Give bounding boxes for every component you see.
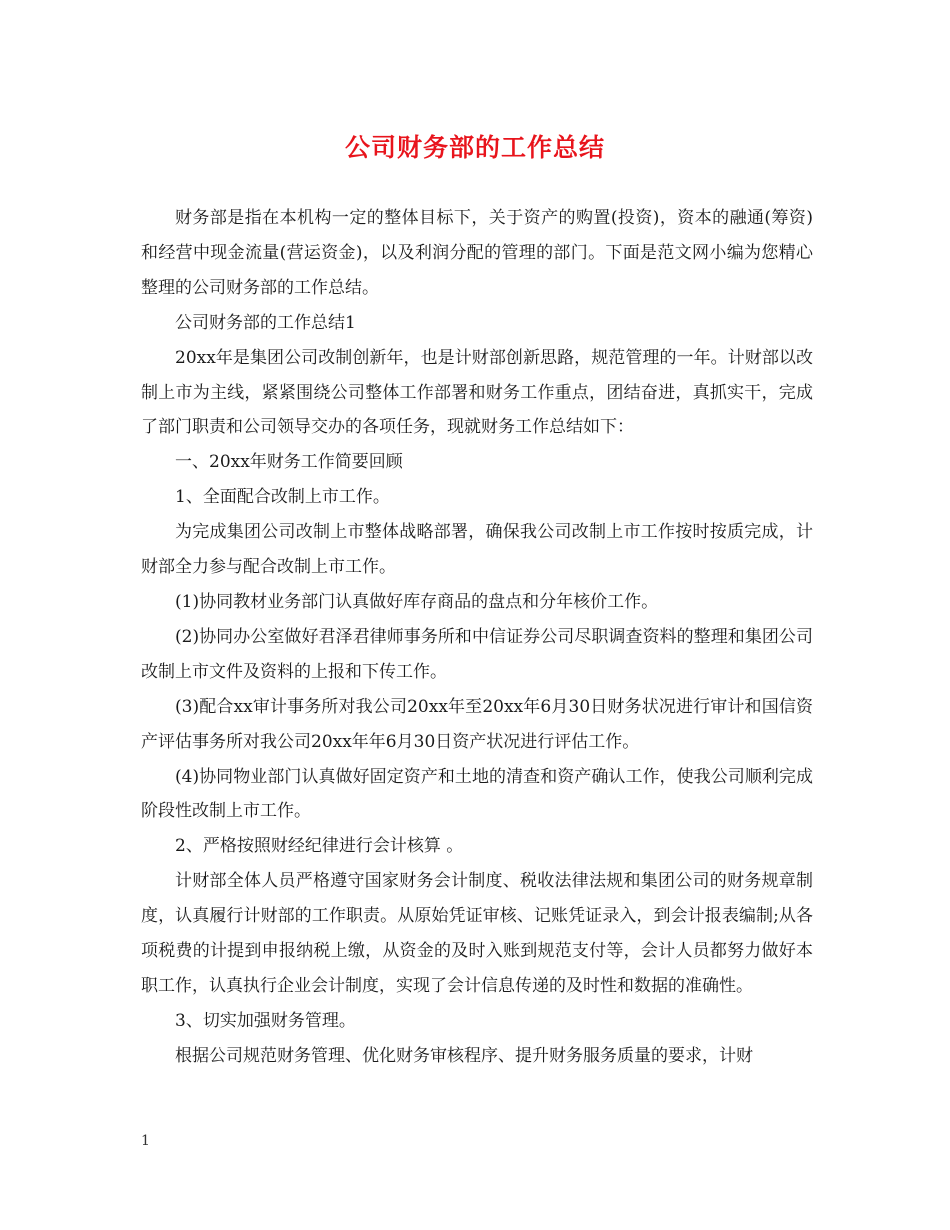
paragraph-item-1-body: 为完成集团公司改制上市整体战略部署，确保我公司改制上市工作按时按质完成，计财部全力参与配合改制上市工作。 (141, 522, 813, 578)
paragraph-subitem-1: (1)协同教材业务部门认真做好库存商品的盘点和分年核价工作。 (175, 591, 659, 612)
paragraph-overview: 20xx年是集团公司改制创新年，也是计财部创新思路，规范管理的一年。计财部以改制上市为主线，紧紧围绕公司整体工作部署和财务工作重点，团结奋进，真抓实干，完成了部门职责和公司领导交办的各项任务，现就财务工作总结如下： (141, 347, 813, 438)
paragraph-section-heading: 公司财务部的工作总结1 (175, 312, 356, 333)
paragraph-item-1-heading: 1、全面配合改制上市工作。 (175, 487, 390, 508)
paragraph-item-3-body: 根据公司规范财务管理、优化财务审核程序、提升财务服务质量的要求，计财 (175, 1045, 753, 1066)
paragraph-subitem-2: (2)协同办公室做好君泽君律师事务所和中信证券公司尽职调查资料的整理和集团公司改制上市文件及资料的上报和下传工作。 (141, 626, 813, 682)
paragraph-intro: 财务部是指在本机构一定的整体目标下，关于资产的购置(投资)，资本的融通(筹资)和经营中现金流量(营运资金)，以及利润分配的管理的部门。下面是范文网小编为您精心整理的公司财务部的工作总结。 (141, 208, 813, 298)
paragraph-item-2-heading: 2、严格按照财经纪律进行会计核算 。 (175, 836, 464, 857)
document-body (141, 201, 813, 1074)
paragraph-subitem-4: (4)协同物业部门认真做好固定资产和土地的清查和资产确认工作，使我公司顺利完成阶段性改制上市工作。 (141, 766, 813, 822)
paragraph-item-2-body: 计财部全体人员严格遵守国家财务会计制度、税收法律法规和集团公司的财务规章制度，认真履行计财部的工作职责。从原始凭证审核、记账凭证录入，到会计报表编制;从各项税费的计提到申报纳税上缴，从资金的及时入账到规范支付等，会计人员都努力做好本职工作，认真执行企业会计制度，实现了会计信息传递的及时性和数据的准确性。 (141, 871, 813, 996)
document-title: 公司财务部的工作总结 (344, 133, 605, 162)
paragraph-subitem-3: (3)配合xx审计事务所对我公司20xx年至20xx年6月30日财务状况进行审计和国信资产评估事务所对我公司20xx年年6月30日资产状况进行评估工作。 (141, 696, 813, 752)
paragraph-item-3-heading: 3、切实加强财务管理。 (175, 1010, 356, 1031)
paragraph-review-heading: 一、20xx年财务工作简要回顾 (175, 452, 403, 473)
page-number: 1 (141, 1133, 150, 1149)
